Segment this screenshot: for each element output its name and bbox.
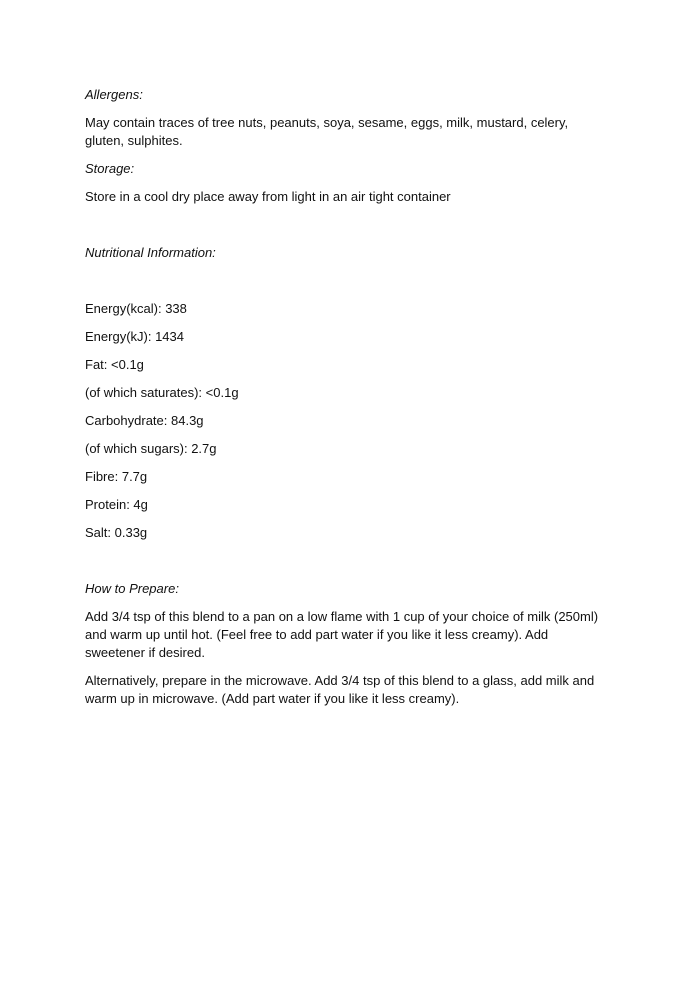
allergens-heading: Allergens: [85,87,143,102]
nutrition-item-energy-kcal: Energy(kcal): 338 [85,301,187,316]
nutrition-item-salt: Salt: 0.33g [85,525,148,540]
preparation-heading: How to Prepare: [85,581,179,596]
preparation-paragraph-microwave: Alternatively, prepare in the microwave. Add 3/4 tsp of this blend to a glass, add milk and warm up in microwave. (Add part water if you like it less creamy). [85,673,595,706]
nutrition-item-sugars: (of which sugars): 2.7g [85,441,217,456]
nutrition-item-fibre: Fibre: 7.7g [85,469,148,484]
nutrition-item-saturates: (of which saturates): <0.1g [85,385,239,400]
nutrition-heading: Nutritional Information: [85,245,216,260]
storage-text: Store in a cool dry place away from light in an air tight container [85,189,451,204]
storage-heading: Storage: [85,161,135,176]
allergens-text: May contain traces of tree nuts, peanuts, soya, sesame, eggs, milk, mustard, celery, gluten, sulphites. [85,115,569,148]
nutrition-item-protein: Protein: 4g [85,497,148,512]
preparation-paragraph-stovetop: Add 3/4 tsp of this blend to a pan on a low flame with 1 cup of your choice of milk (250ml) and warm up until hot. (Feel free to add part water if you like it less creamy). Add sweetener if desired. [85,609,599,660]
nutrition-item-energy-kj: Energy(kJ): 1434 [85,329,184,344]
nutrition-item-carbohydrate: Carbohydrate: 84.3g [85,413,204,428]
nutrition-item-fat: Fat: <0.1g [85,357,144,372]
